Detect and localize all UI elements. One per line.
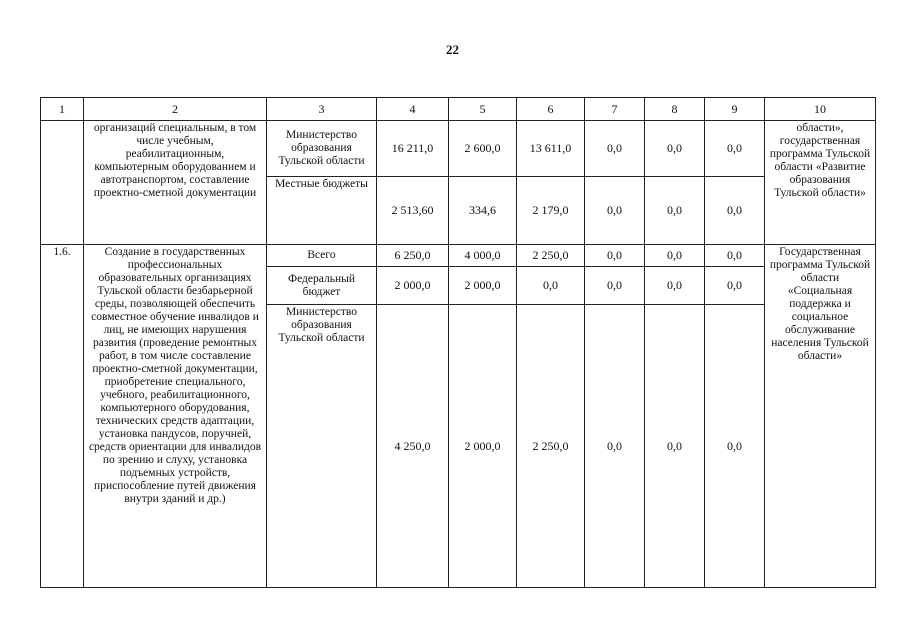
value-cell: 0,0 (585, 177, 645, 245)
value-cell: 0,0 (645, 121, 705, 177)
table-row (41, 121, 876, 177)
value-cell: 2 000,0 (449, 267, 517, 305)
header-cell: 10 (765, 98, 876, 121)
measure-description: организаций специальным, в том числе учебным, реабилитационным, компьютерным оборудованием и автотранспортом, составление проектно-сметной документации (84, 121, 267, 245)
value-cell: 4 000,0 (449, 245, 517, 267)
value-cell: 0,0 (585, 305, 645, 588)
funding-source: Министерство образования Тульской области (267, 305, 377, 588)
header-cell: 5 (449, 98, 517, 121)
value-cell: 2 179,0 (517, 177, 585, 245)
value-cell: 0,0 (585, 245, 645, 267)
header-cell: 9 (705, 98, 765, 121)
budget-table (40, 97, 876, 588)
table-row (41, 245, 876, 267)
value-cell: 4 250,0 (377, 305, 449, 588)
funding-source: Местные бюджеты (267, 177, 377, 245)
value-cell: 0,0 (585, 121, 645, 177)
value-cell: 0,0 (645, 267, 705, 305)
value-cell: 0,0 (645, 305, 705, 588)
funding-source: Федеральный бюджет (267, 267, 377, 305)
value-cell: 0,0 (705, 121, 765, 177)
value-cell: 16 211,0 (377, 121, 449, 177)
value-cell: 6 250,0 (377, 245, 449, 267)
row-number: 1.6. (41, 245, 84, 588)
value-cell: 334,6 (449, 177, 517, 245)
value-cell: 2 000,0 (449, 305, 517, 588)
header-cell: 7 (585, 98, 645, 121)
header-cell: 3 (267, 98, 377, 121)
value-cell: 2 600,0 (449, 121, 517, 177)
measure-description: Создание в государственных профессиональных образовательных организациях Тульской области безбарьерной среды, позволяющей обеспечить совместное обучение инвалидов и лиц, не имеющих нарушения развития (проведение ремонтных работ, в том числе составление проектно-сметной документации, приобретение специального, учебного, реабилитационного, компьютерного оборудования, технических средств адаптации, установка пандусов, поручней, средств ориентации для инвалидов по зрению и слуху, установка подъемных устройств, приспособление путей движения внутри зданий и др.) (84, 245, 267, 588)
value-cell: 0,0 (645, 245, 705, 267)
value-cell: 2 250,0 (517, 245, 585, 267)
value-cell: 0,0 (705, 305, 765, 588)
header-cell: 8 (645, 98, 705, 121)
funding-source: Министерство образования Тульской области (267, 121, 377, 177)
value-cell: 2 000,0 (377, 267, 449, 305)
header-row (41, 98, 876, 121)
header-cell: 6 (517, 98, 585, 121)
row-number (41, 121, 84, 245)
value-cell: 0,0 (645, 177, 705, 245)
value-cell: 2 250,0 (517, 305, 585, 588)
program-name: Государственная программа Тульской области «Социальная поддержка и социальное обслуживание населения Тульской области» (765, 245, 876, 588)
value-cell: 0,0 (517, 267, 585, 305)
value-cell: 0,0 (705, 177, 765, 245)
value-cell: 0,0 (705, 245, 765, 267)
value-cell: 13 611,0 (517, 121, 585, 177)
value-cell: 0,0 (585, 267, 645, 305)
page-number: 22 (446, 42, 459, 57)
value-cell: 0,0 (705, 267, 765, 305)
funding-source: Всего (267, 245, 377, 267)
value-cell: 2 513,60 (377, 177, 449, 245)
header-cell: 1 (41, 98, 84, 121)
header-cell: 4 (377, 98, 449, 121)
header-cell: 2 (84, 98, 267, 121)
program-name: области», государственная программа Тульской области «Развитие образования Тульской области» (765, 121, 876, 245)
